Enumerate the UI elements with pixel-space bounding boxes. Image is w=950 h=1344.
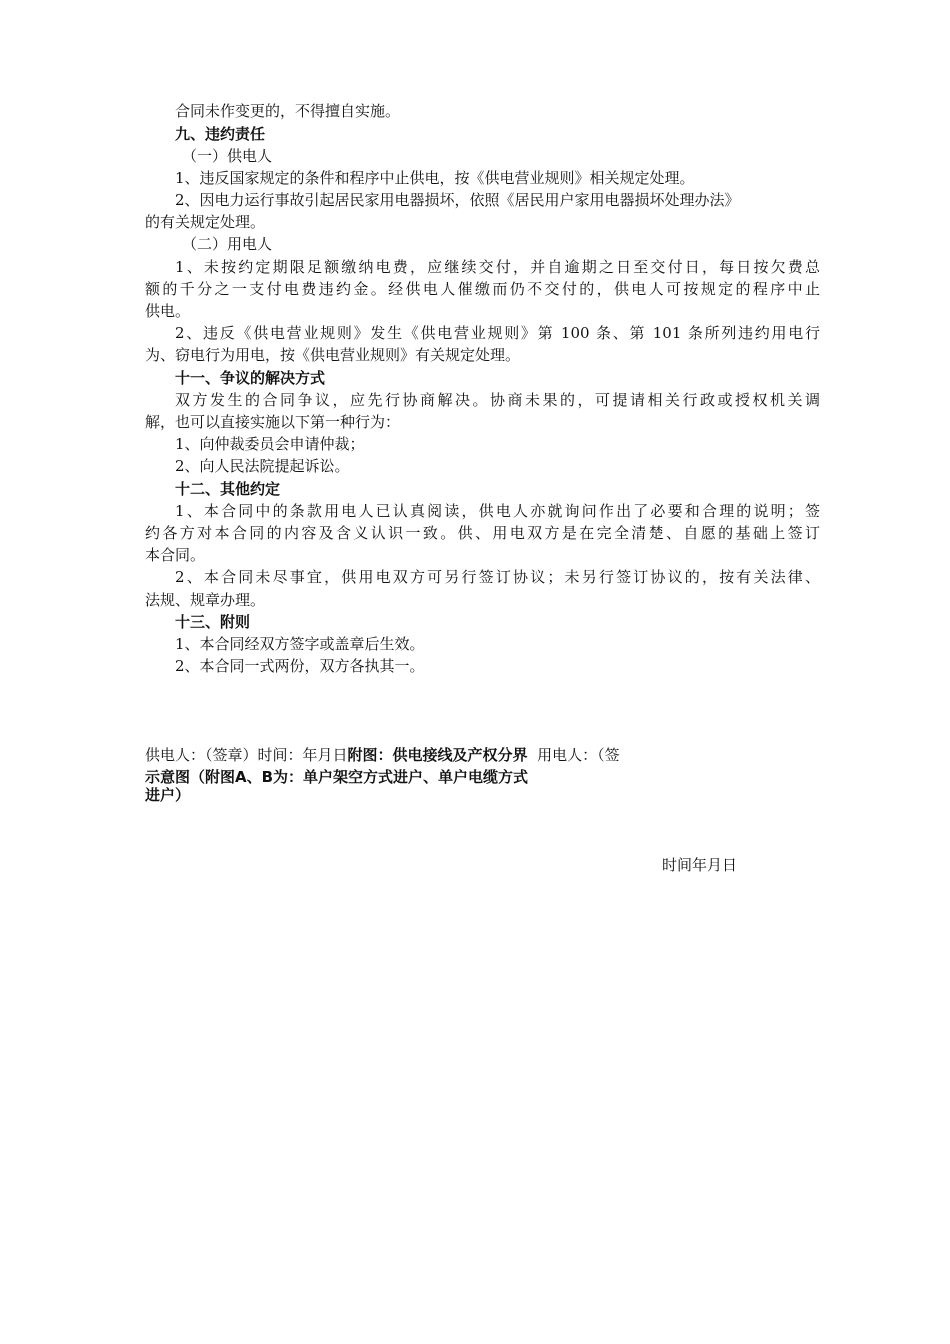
supplier-signature: 供电人：（签章）时间：年月日 [145,746,348,764]
attachment-caption: 进户） [145,786,191,804]
list-item: 2、向人民法院提起诉讼。 [175,457,350,475]
paragraph-line: 2、本合同未尽事宜，供用电双方可另行签订协议；未另行签订协议的，按有关法律、 [175,568,820,586]
paragraph-line: 为、窃电行为用电，按《供电营业规则》有关规定处理。 [145,346,521,364]
attachment-label: 附图：供电接线及产权分界 [347,746,528,764]
list-item: 1、向仲裁委员会申请仲裁； [175,435,365,453]
subsection-heading-consumer: （二）用电人 [182,235,273,253]
paragraph-line: 1、未按约定期限足额缴纳电费，应继续交付，并自逾期之日至交付日，每日按欠费总 [175,258,820,276]
paragraph-line: 合同未作变更的，不得擅自实施。 [175,102,401,120]
consumer-signature: 用电人：（签 [537,746,620,764]
signature-date: 时间年月日 [662,856,738,874]
paragraph-line: 本合同。 [145,546,206,564]
section-heading-13: 十三、附则 [175,613,251,631]
paragraph-line: 解，也可以直接实施以下第一种行为： [145,413,401,431]
paragraph-line: 法规、规章办理。 [145,591,266,609]
section-heading-12: 十二、其他约定 [175,480,281,498]
paragraph-line: 供电。 [145,302,191,320]
list-item: 2、本合同一式两份，双方各执其一。 [175,657,425,675]
paragraph-line: 1、违反国家规定的条件和程序中止供电，按《供电营业规则》相关规定处理。 [175,169,695,187]
section-heading-9: 九、违约责任 [175,125,266,143]
list-item: 1、本合同经双方签字或盖章后生效。 [175,635,425,653]
paragraph-line: 额的千分之一支付电费违约金。经供电人催缴而仍不交付的，供电人可按规定的程序中止 [145,280,820,298]
subsection-heading-supplier: （一）供电人 [182,147,273,165]
paragraph-line: 双方发生的合同争议，应先行协商解决。协商未果的，可提请相关行政或授权机关调 [175,391,820,409]
paragraph-line: 的有关规定处理。 [145,213,266,231]
paragraph-line: 1、本合同中的条款用电人已认真阅读，供电人亦就询问作出了必要和合理的说明；签 [175,502,820,520]
attachment-caption: 示意图（附图A、B为：单户架空方式进户、单户电缆方式 [145,768,529,786]
paragraph-line: 2、因电力运行事故引起居民家用电器损坏，依照《居民用户家用电器损坏处理办法》 [175,191,740,209]
section-heading-11: 十一、争议的解决方式 [175,369,326,387]
paragraph-line: 约各方对本合同的内容及含义认识一致。供、用电双方是在完全清楚、自愿的基础上签订 [145,524,820,542]
paragraph-line: 2、违反《供电营业规则》发生《供电营业规则》第 100 条、第 101 条所列违约用电行 [175,324,820,342]
signature-line [145,745,620,766]
